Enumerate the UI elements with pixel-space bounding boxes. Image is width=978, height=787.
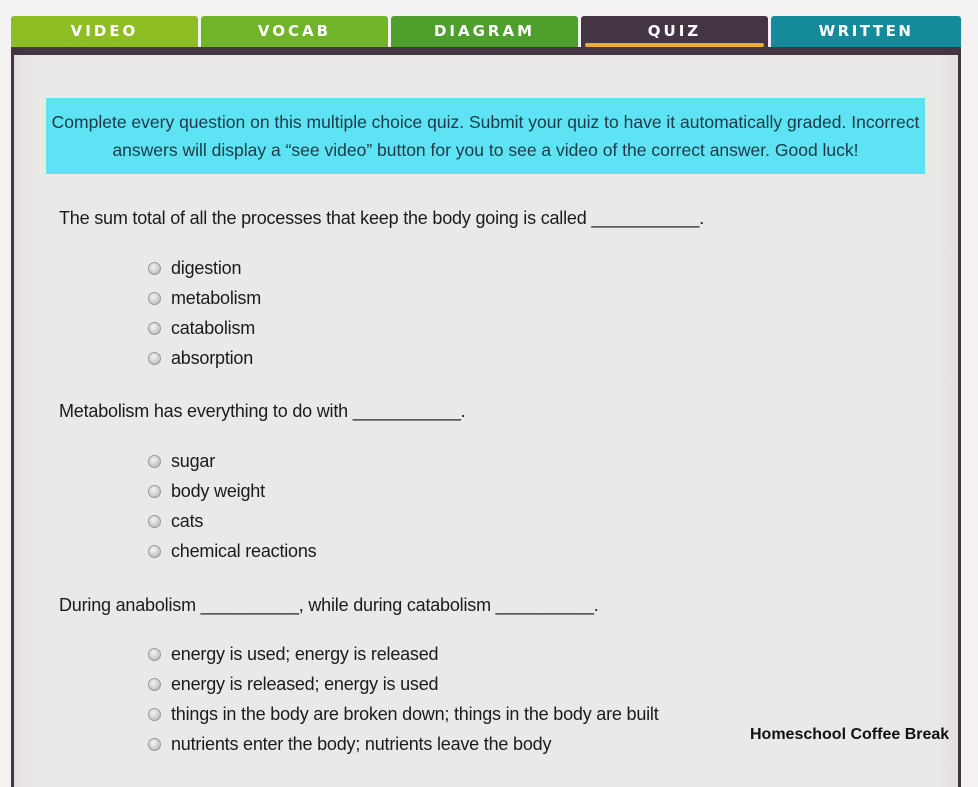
question-2-option[interactable] [148,536,316,566]
question-3-options [148,639,659,759]
radio-button[interactable] [148,292,161,305]
tab-diagram[interactable] [391,16,578,47]
watermark-text: Homeschool Coffee Break [750,726,950,743]
question-1-option[interactable] [148,283,261,313]
radio-button[interactable] [148,352,161,365]
option-label: chemical reactions [171,540,317,561]
radio-button[interactable] [148,738,161,751]
option-label: energy is released; energy is used [171,673,439,694]
question-3-option[interactable] [148,729,659,759]
option-label: energy is used; energy is released [171,643,439,664]
question-2-text: Metabolism has everything to do with ___________. [59,401,466,421]
radio-button[interactable] [148,322,161,335]
radio-button[interactable] [148,648,161,661]
option-label: metabolism [171,287,262,308]
question-1-options [148,253,261,373]
radio-button[interactable] [148,262,161,275]
radio-button[interactable] [148,708,161,721]
question-1-option[interactable] [148,253,261,283]
question-2-option[interactable] [148,506,316,536]
question-2-option[interactable] [148,446,316,476]
option-label: cats [171,510,204,531]
instructions-banner [46,98,925,174]
quiz-panel [11,47,961,787]
tab-video-label: VIDEO [70,22,139,40]
option-label: body weight [171,480,265,501]
question-1-text: The sum total of all the processes that keep the body going is called ___________. [59,208,705,228]
radio-button[interactable] [148,515,161,528]
instructions-text: Complete every question on this multiple choice quiz. Submit your quiz to have it automatically graded. Incorrect answers will display a “see video” button for you to see a video of the correct answer. Good luck! [51,112,920,160]
tab-quiz[interactable] [581,16,768,47]
question-3-option[interactable] [148,639,659,669]
option-label: catabolism [171,317,256,338]
option-label: things in the body are broken down; things in the body are built [171,703,659,724]
option-label: nutrients enter the body; nutrients leave the body [171,733,552,754]
tab-vocab[interactable] [201,16,388,47]
option-label: absorption [171,347,254,368]
tab-quiz-label: QUIZ [647,22,702,40]
tab-written-answer[interactable] [771,16,961,47]
question-3-option[interactable] [148,699,659,729]
option-label: sugar [171,450,216,471]
tab-diagram-label: DIAGRAM [433,22,536,40]
question-3-text: During anabolism __________, while during catabolism __________. [59,595,599,615]
question-3-option[interactable] [148,669,659,699]
quiz-tab-bar [11,16,961,47]
tab-written-answer-label: WRITTEN [818,22,914,40]
question-2-options [148,446,316,566]
question-1-option[interactable] [148,343,261,373]
tab-video[interactable] [11,16,198,47]
question-2-option[interactable] [148,476,316,506]
option-label: digestion [171,257,242,278]
tab-vocab-label: VOCAB [257,22,332,40]
radio-button[interactable] [148,678,161,691]
question-1-option[interactable] [148,313,261,343]
radio-button[interactable] [148,455,161,468]
radio-button[interactable] [148,485,161,498]
radio-button[interactable] [148,545,161,558]
quiz-panel-body [14,55,958,787]
